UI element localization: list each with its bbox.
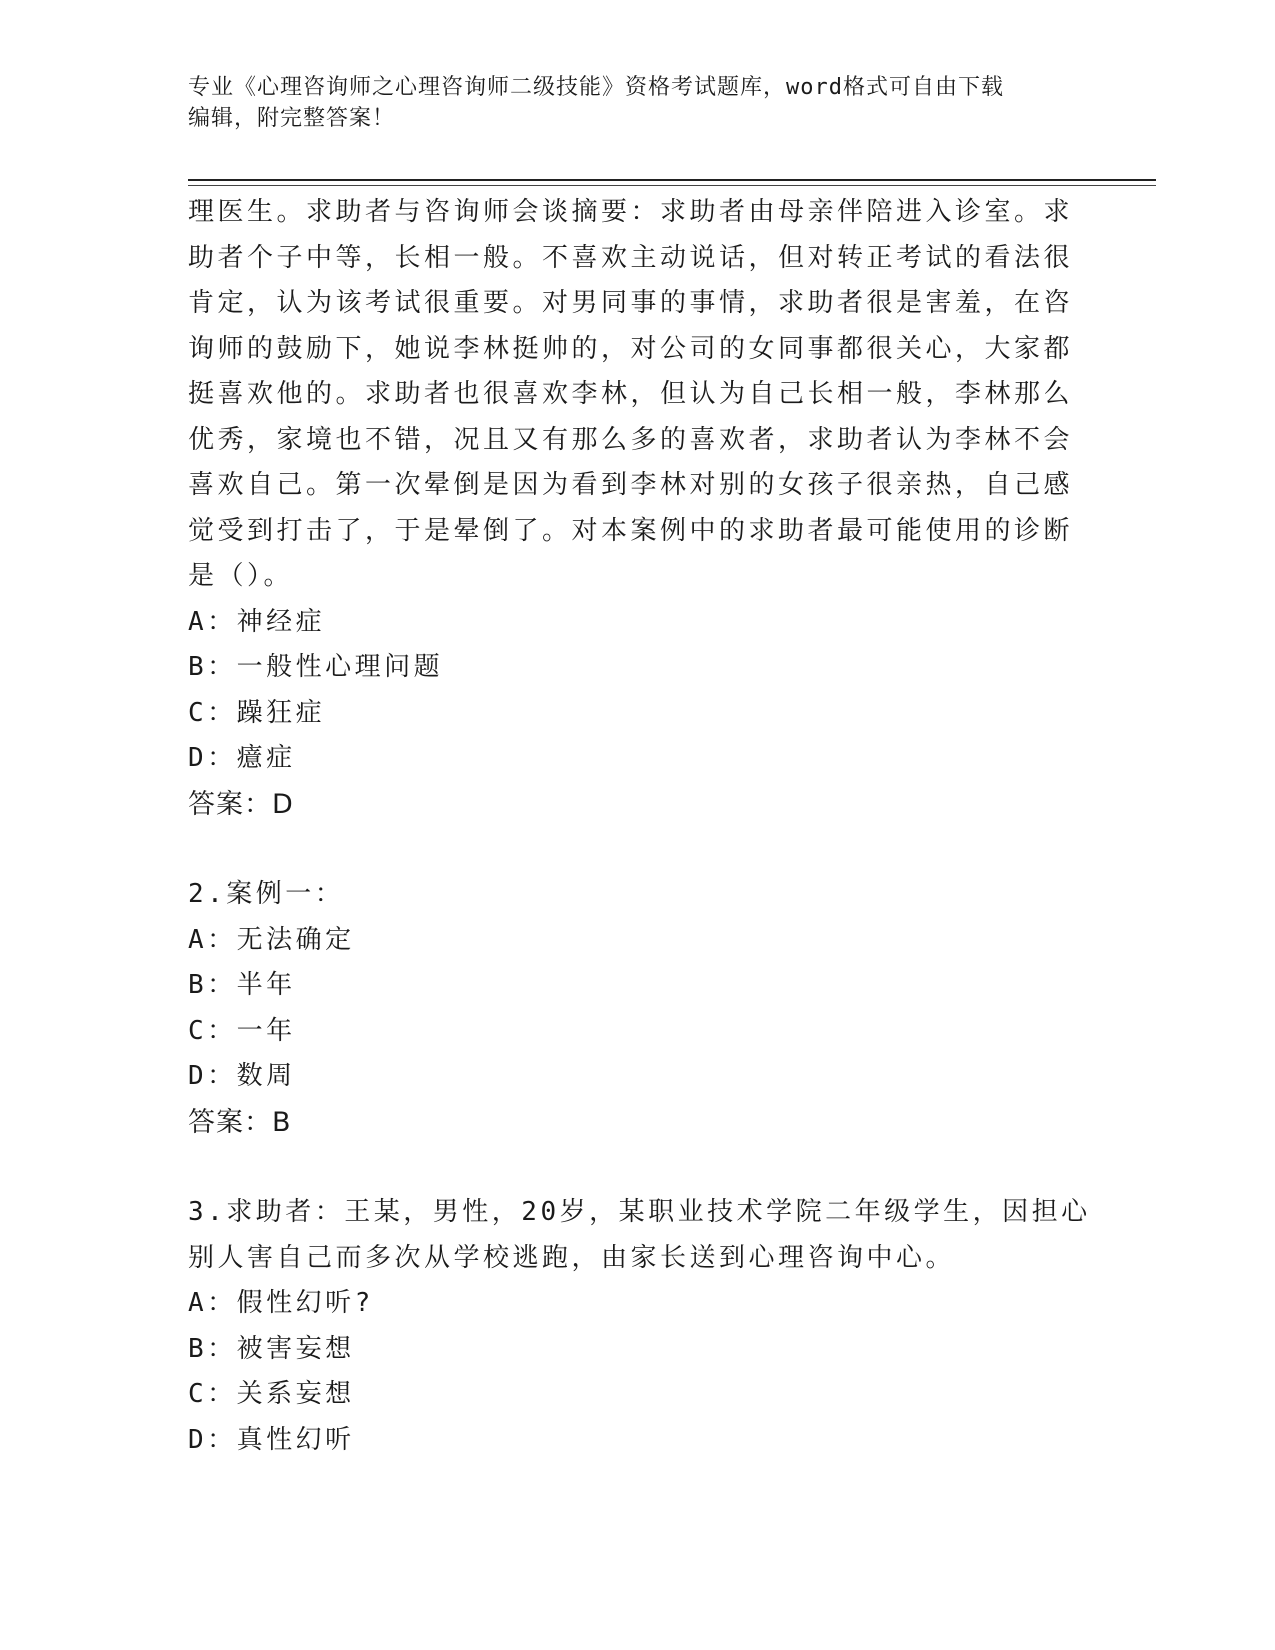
question-text-line: 理医生。求助者与咨询师会谈摘要：求助者由母亲伴陪进入诊室。求 bbox=[188, 197, 1074, 227]
document-header bbox=[188, 72, 1088, 134]
header-line-2: 编辑，附完整答案！ bbox=[188, 106, 396, 131]
option-d: D：数周 bbox=[188, 1061, 296, 1091]
option-c: C：一年 bbox=[188, 1015, 296, 1046]
question-text-line: 是（）。 bbox=[188, 561, 294, 591]
header-divider-thick bbox=[188, 179, 1156, 181]
question-1-stem bbox=[188, 190, 1074, 600]
question-text-line: 别人害自己而多次从学校逃跑，由家长送到心理咨询中心。 bbox=[188, 1242, 956, 1273]
question-2 bbox=[188, 872, 1068, 1145]
question-text-line: 优秀，家境也不错，况且又有那么多的喜欢者，求助者认为李林不会 bbox=[188, 424, 1074, 455]
option-a: A：无法确定 bbox=[188, 924, 355, 955]
question-text-line: 挺喜欢他的。求助者也很喜欢李林，但认为自己长相一般，李林那么 bbox=[188, 379, 1074, 409]
question-text-line: 询师的鼓励下，她说李林挺帅的，对公司的女同事都很关心，大家都 bbox=[188, 333, 1074, 364]
question-text-line: 肯定，认为该考试很重要。对男同事的事情，求助者很是害羞，在咨 bbox=[188, 288, 1074, 318]
option-a: A：假性幻听? bbox=[188, 1288, 374, 1318]
question-text-line: 助者个子中等，长相一般。不喜欢主动说话，但对转正考试的看法很 bbox=[188, 242, 1074, 273]
question-1 bbox=[188, 190, 1074, 827]
answer-line: 答案：B bbox=[188, 1106, 292, 1138]
question-3 bbox=[188, 1190, 1091, 1463]
header-divider-thin bbox=[188, 185, 1156, 186]
header-line-1: 专业《心理咨询师之心理咨询师二级技能》资格考试题库，word格式可自由下载 bbox=[188, 75, 1004, 100]
option-a: A：神经症 bbox=[188, 606, 326, 637]
option-b: B：半年 bbox=[188, 970, 296, 1000]
option-d: D：癔症 bbox=[188, 743, 296, 773]
document-body bbox=[188, 190, 1091, 1463]
spacer bbox=[188, 827, 1068, 872]
option-d: D：真性幻听 bbox=[188, 1424, 355, 1455]
option-b: B：一般性心理问题 bbox=[188, 652, 444, 682]
option-c: C：关系妄想 bbox=[188, 1379, 355, 1409]
question-text-line: 喜欢自己。第一次晕倒是因为看到李林对别的女孩子很亲热，自己感 bbox=[188, 470, 1074, 500]
question-text-line: 觉受到打击了，于是晕倒了。对本案例中的求助者最可能使用的诊断 bbox=[188, 515, 1074, 546]
answer-line: 答案：D bbox=[188, 788, 294, 820]
question-title: 2.案例一： bbox=[188, 879, 345, 909]
option-c: C：躁狂症 bbox=[188, 697, 326, 728]
spacer bbox=[188, 1145, 1068, 1190]
option-b: B：被害妄想 bbox=[188, 1333, 355, 1364]
question-text-line: 3.求助者：王某，男性，20岁，某职业技术学院二年级学生，因担心 bbox=[188, 1197, 1091, 1227]
